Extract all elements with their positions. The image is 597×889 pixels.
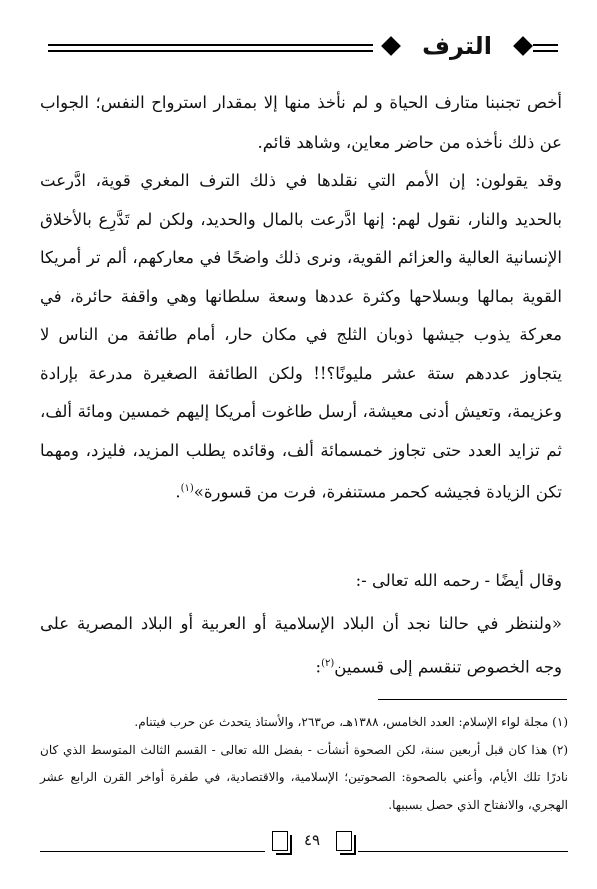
punctuation: .	[175, 482, 181, 502]
page-number: ٤٩	[303, 831, 321, 849]
paragraph-text	[40, 162, 562, 512]
paragraph-text	[40, 604, 562, 688]
header-rule-right	[533, 44, 558, 52]
punctuation: :	[315, 657, 322, 677]
footnote-ref[interactable]: (١)	[180, 483, 194, 494]
paragraph-text: وقال أيضًا - رحمه الله تعالى -:	[355, 571, 562, 590]
paragraph	[40, 83, 562, 163]
footnotes	[40, 709, 568, 819]
paragraph-text-run: «ولننظر في حالنا نجد أن البلاد الإسلامية أو العربية أو البلاد المصرية على وجه الخصوص تنقسم إلى قسمين	[40, 614, 562, 677]
paragraph-text: أخص تجنبنا متارف الحياة و لم نأخذ منها إلا بمقدار استرواح النفس؛ الجواب عن ذلك نأخذه من حاضر معاين، وشاهد قائم.	[40, 93, 562, 152]
header-diamond-ornament	[513, 36, 533, 56]
header-rule-left	[48, 44, 373, 52]
footer-box-ornament	[272, 831, 288, 851]
running-title: الترف	[422, 32, 492, 60]
footnote-1: (١) مجلة لواء الإسلام: العدد الخامس، ١٣٨٨هـ، ص٢٦٣، والأستاذ يتحدث عن حرب فيتنام.	[134, 715, 568, 729]
footer-rule-right	[358, 851, 568, 852]
footnote-ref[interactable]: (٢)	[321, 658, 335, 669]
footnote-separator	[378, 699, 567, 700]
footer-rule-left	[40, 851, 265, 852]
header-diamond-ornament	[381, 36, 401, 56]
paragraph	[40, 162, 562, 512]
footnote-2: (٢) هذا كان قبل أربعين سنة، لكن الصحوة أنشأت - بفضل الله تعالى - القسم الثالث المتوسط الذي كان نادرًا تلك الأيام، وأعني بالصحوة: الصحوتين؛ الإسلامية، والاقتصادية، في طفرة أواخر القرن الرابع عشر الهجري، والانفتاح الذي حصل بسببها.	[40, 742, 568, 812]
paragraph-text-run: وقد يقولون: إن الأمم التي نقلدها في ذلك الترف المغري قوية، ادَّرعت بالحديد والنار، نقول لهم: إنها ادَّرعت بالمال والحديد، ولكن لم تَدَّرِع بالأخلاق الإنسانية العالية والعزائم القوية، ونرى ذلك واضحًا في معاركهم، ألم تر أمريكا القوية بمالها وبسلاحها وكثرة عددها وسعة سلطانها وهي واقفة حائرة، في معركة يذوب جيشها ذوبان الثلج في مكان حار، أمام طائفة من الناس لا يتجاوز عددهم ستة عشر مليونًا؟!! ولكن الطائفة الصغيرة مدرعة بإرادة وعزيمة، وتعيش أدنى معيشة، أرسل طاغوت أمريكا إليهم خمسين ومائة ألف، ثم تزايد العدد حتى تجاوز خمسمائة ألف، وقائده يطلب المزيد، فليزد، ومهما تكن الزيادة فجيشه كحمر مستنفرة، فرت من قسورة»	[40, 171, 562, 502]
footer-box-ornament	[336, 831, 352, 851]
running-header	[48, 28, 558, 68]
paragraph	[40, 604, 562, 688]
paragraph	[40, 561, 562, 601]
page-footer	[40, 825, 568, 857]
